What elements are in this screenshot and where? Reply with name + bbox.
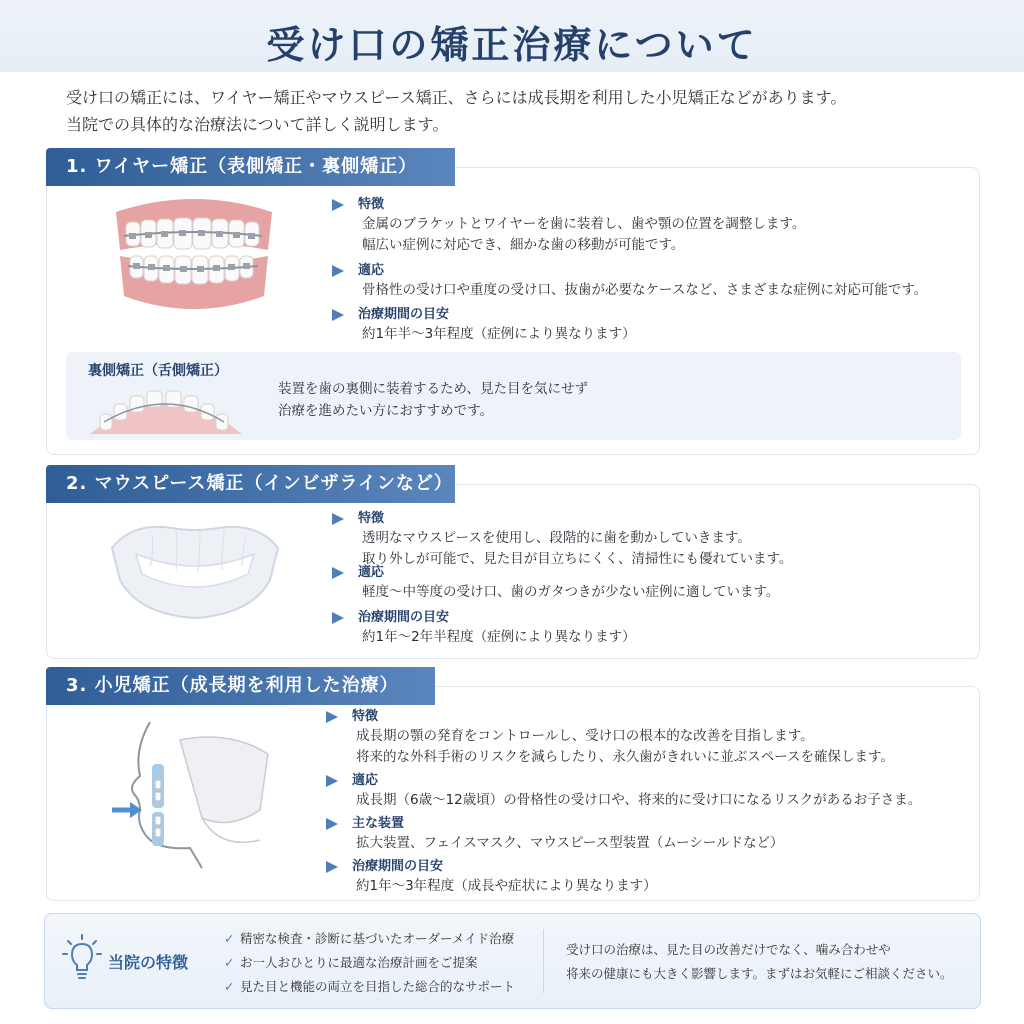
features-list [224,927,515,999]
row-text: 幅広い症例に対応でき、細かな歯の移動が可能です。 [362,237,685,253]
arrow-marker-icon [332,265,344,277]
indication-row [332,564,779,603]
arrow-marker-icon [332,513,344,525]
clear-aligner-illustration [102,518,288,626]
row-text: 拡大装置、フェイスマスク、マウスピース型装置（ムーシールドなど） [356,835,784,851]
page-title: 受け口の矯正治療について [266,22,758,67]
lingual-text [278,378,588,422]
lingual-braces-illustration [88,382,244,434]
indication-row [332,262,927,301]
row-text: 骨格性の受け口や重度の受け口、抜歯が必要なケースなど、さまざまな症例に対応可能です。 [362,282,928,298]
device-row [326,815,784,854]
lingual-line: 治療を進めたい方におすすめです。 [278,403,494,419]
features-item-text: 精密な検査・診断に基づいたオーダーメイド治療 [240,931,515,946]
intro-text [66,84,966,138]
arrow-marker-icon [326,818,338,830]
lingual-line: 装置を歯の裏側に装着するため、見た目を気にせず [278,381,588,397]
row-text: 約1年〜3年程度（成長や症状により異なります） [356,878,657,894]
arrow-marker-icon [326,861,338,873]
features-divider [543,929,544,993]
features-title: 当院の特徴 [108,953,189,972]
row-text: 取り外しが可能で、見た目が目立ちにくく、清掃性にも優れています。 [362,551,793,567]
row-label: 適応 [352,773,379,788]
arrow-marker-icon [326,775,338,787]
row-label: 特徴 [358,511,385,526]
child-jaw-profile-illustration [110,720,282,870]
duration-row [332,609,636,648]
intro-line: 受け口の矯正には、ワイヤー矯正やマウスピース矯正、さらには成長期を利用した小児矯正などがあります。 [66,88,847,107]
row-label: 治療期間の目安 [352,859,444,874]
intro-line: 当院での具体的な治療法について詳しく説明します。 [66,115,449,134]
features-list-item [224,975,515,999]
features-item-text: お一人おひとりに最適な治療計画をご提案 [240,955,478,970]
closing-line: 受け口の治療は、見た目の改善だけでなく、噛み合わせや [566,942,891,957]
closing-line: 将来の健康にも大きく影響します。まずはお気軽にご相談ください。 [566,966,953,981]
indication-row [326,772,921,811]
arrow-marker-icon [332,309,344,321]
lightbulb-icon [62,934,102,980]
closing-message [566,938,953,986]
row-label: 治療期間の目安 [358,307,450,322]
checkmark-icon: ✓ [224,931,235,946]
duration-row [332,306,636,345]
feature-row [332,510,792,570]
row-text: 透明なマウスピースを使用し、段階的に歯を動かしていきます。 [362,530,751,546]
row-text: 成長期（6歳〜12歳頃）の骨格性の受け口や、将来的に受け口になるリスクがあるお子さま。 [356,792,922,808]
row-label: 特徴 [352,709,379,724]
arrow-marker-icon [326,711,338,723]
checkmark-icon: ✓ [224,979,235,994]
feature-row [332,196,805,256]
features-list-item [224,927,515,951]
row-text: 成長期の顎の発育をコントロールし、受け口の根本的な改善を目指します。 [356,728,814,744]
feature-row [326,708,894,768]
row-text: 金属のブラケットとワイヤーを歯に装着し、歯や顎の位置を調整します。 [362,216,806,232]
checkmark-icon: ✓ [224,955,235,970]
row-text: 約1年〜2年半程度（症例により異なります） [362,629,636,645]
row-label: 特徴 [358,197,385,212]
row-text: 約1年半〜3年程度（症例により異なります） [362,326,636,342]
row-label: 主な装置 [352,816,405,831]
row-label: 治療期間の目安 [358,610,450,625]
arrow-marker-icon [332,199,344,211]
row-text: 将来的な外科手術のリスクを減らしたり、永久歯がきれいに並ぶスペースを確保します。 [356,749,894,765]
row-label: 適応 [358,565,385,580]
section-title-aligner: 2. マウスピース矯正（インビザラインなど） [46,465,455,503]
section-title-wire: 1. ワイヤー矯正（表側矯正・裏側矯正） [46,148,455,186]
braces-teeth-illustration [108,192,280,316]
row-text: 軽度〜中等度の受け口、歯のガタつきが少ない症例に適しています。 [362,584,780,600]
lingual-title: 裏側矯正（舌側矯正） [88,363,228,379]
arrow-marker-icon [332,567,344,579]
section-title-child: 3. 小児矯正（成長期を利用した治療） [46,667,435,705]
features-list-item [224,951,515,975]
duration-row [326,858,657,897]
features-item-text: 見た目と機能の両立を目指した総合的なサポート [240,979,516,994]
arrow-marker-icon [332,612,344,624]
row-label: 適応 [358,263,385,278]
